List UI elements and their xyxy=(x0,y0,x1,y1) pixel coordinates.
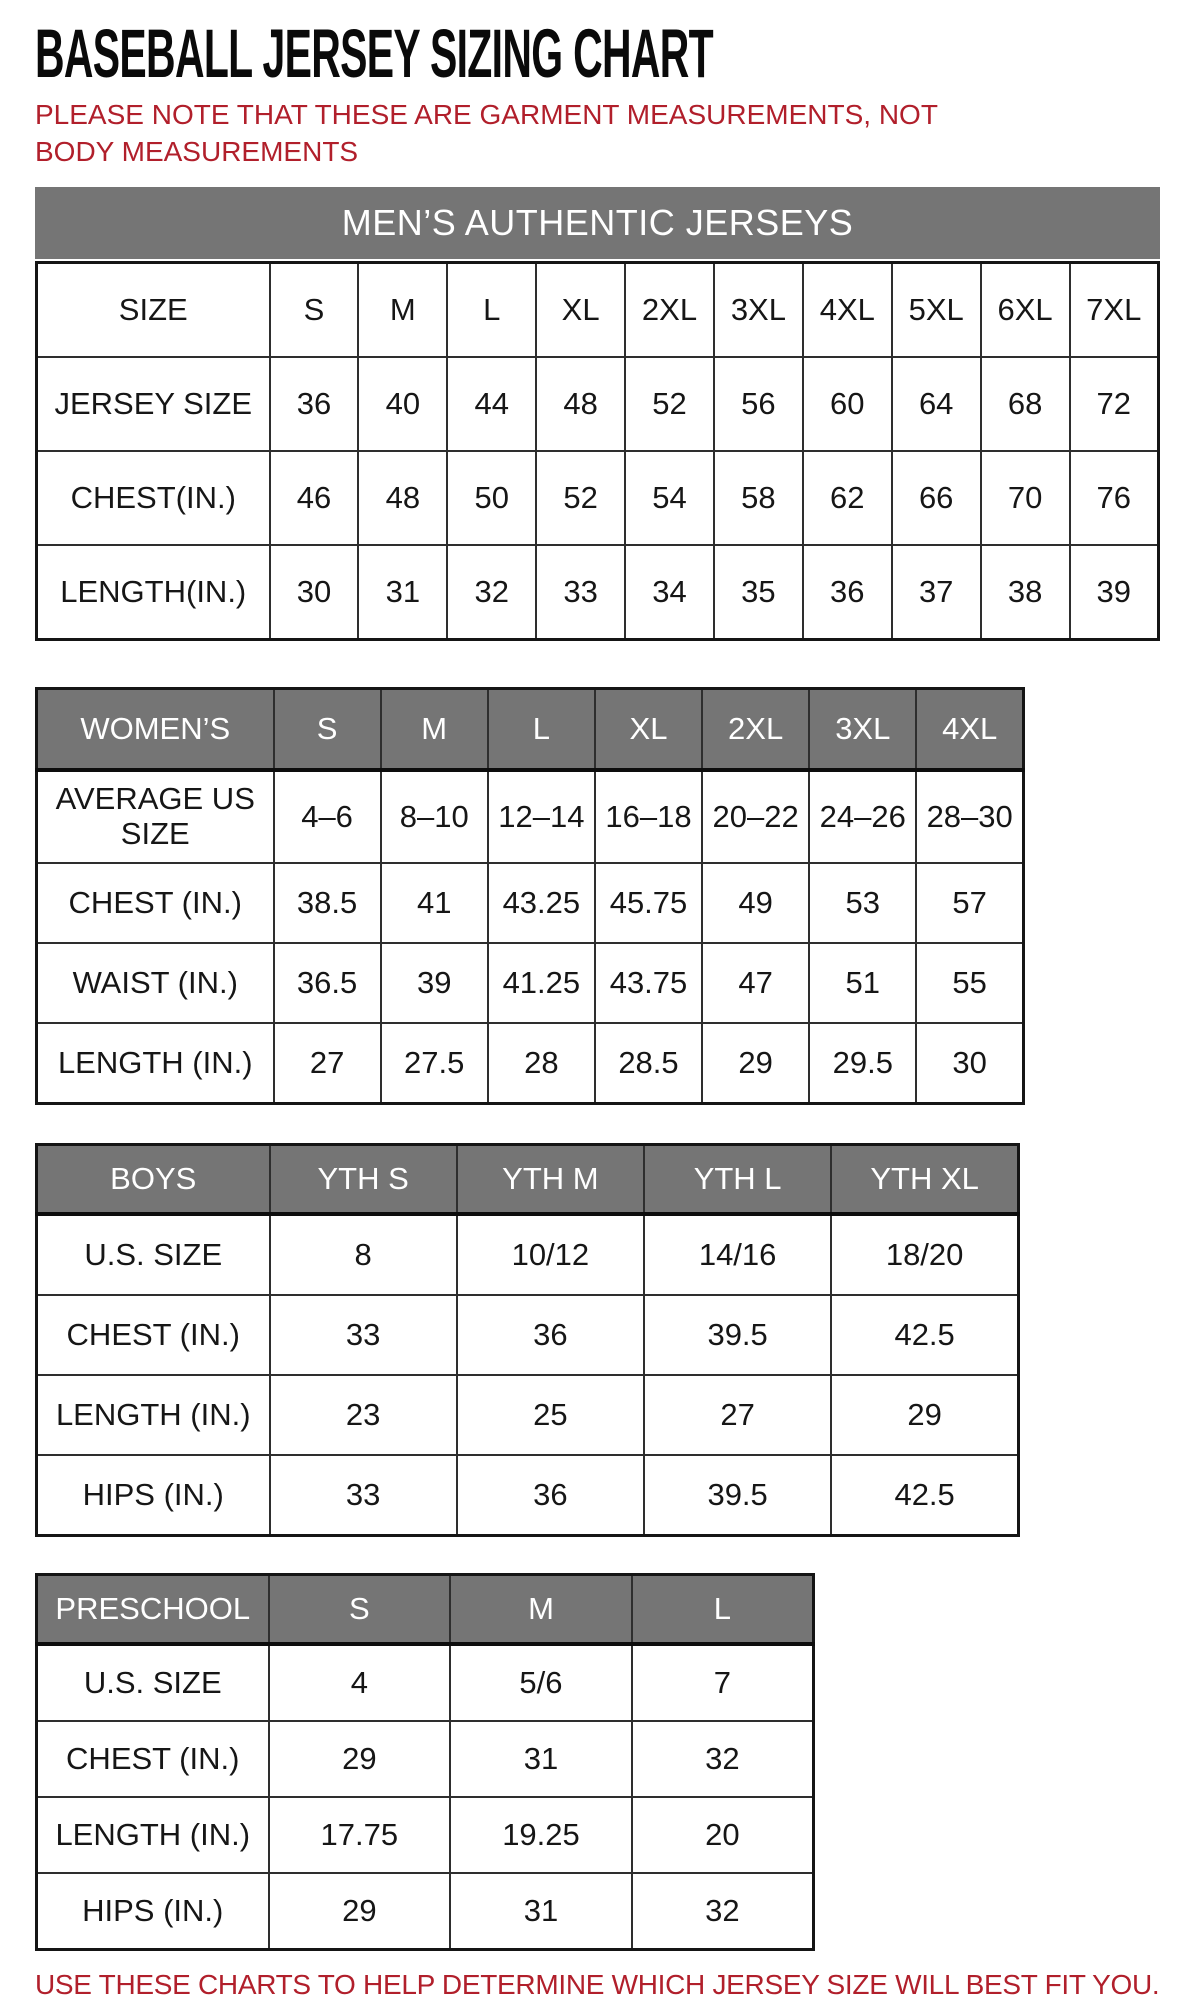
value-cell: 32 xyxy=(447,545,536,640)
boys-sizing-table xyxy=(35,1143,1020,1537)
value-cell: 48 xyxy=(536,357,625,451)
col-header: S xyxy=(274,689,381,771)
col-header: L xyxy=(488,689,595,771)
col-header: YTH L xyxy=(644,1145,831,1215)
value-cell: 24–26 xyxy=(809,770,916,863)
value-cell: 33 xyxy=(270,1455,457,1536)
value-cell: 28.5 xyxy=(595,1023,702,1104)
row-label-cell: AVERAGE US SIZE xyxy=(37,770,274,863)
col-header: YTH XL xyxy=(831,1145,1018,1215)
table-title-cell: WOMEN’S xyxy=(37,689,274,771)
value-cell: 20–22 xyxy=(702,770,809,863)
value-cell: 36 xyxy=(803,545,892,640)
value-cell: 33 xyxy=(536,545,625,640)
row-label-cell: CHEST (IN.) xyxy=(37,1295,270,1375)
value-cell: 7XL xyxy=(1070,263,1159,358)
col-header: 2XL xyxy=(702,689,809,771)
value-cell: 31 xyxy=(450,1873,632,1950)
value-cell: 43.25 xyxy=(488,863,595,943)
value-cell: M xyxy=(358,263,447,358)
value-cell: 39.5 xyxy=(644,1455,831,1536)
value-cell: 49 xyxy=(702,863,809,943)
value-cell: 17.75 xyxy=(269,1797,451,1873)
value-cell: 29 xyxy=(702,1023,809,1104)
value-cell: 43.75 xyxy=(595,943,702,1023)
value-cell: 36.5 xyxy=(274,943,381,1023)
col-header: M xyxy=(450,1575,632,1645)
preschool-sizing-table xyxy=(35,1573,815,1951)
value-cell: S xyxy=(270,263,359,358)
value-cell: 58 xyxy=(714,451,803,545)
value-cell: 14/16 xyxy=(644,1214,831,1295)
value-cell: 4–6 xyxy=(274,770,381,863)
value-cell: 30 xyxy=(270,545,359,640)
row-label-cell: U.S. SIZE xyxy=(37,1644,269,1721)
value-cell: 57 xyxy=(916,863,1023,943)
value-cell: 60 xyxy=(803,357,892,451)
value-cell: 52 xyxy=(625,357,714,451)
footer-note: USE THESE CHARTS TO HELP DETERMINE WHICH JERSEY SIZE WILL BEST FIT YOU. xyxy=(35,1969,1160,2000)
value-cell: 45.75 xyxy=(595,863,702,943)
row-label-cell: U.S. SIZE xyxy=(37,1214,270,1295)
value-cell: 28–30 xyxy=(916,770,1023,863)
value-cell: XL xyxy=(536,263,625,358)
value-cell: 4 xyxy=(269,1644,451,1721)
table-title-cell: BOYS xyxy=(37,1145,270,1215)
value-cell: 47 xyxy=(702,943,809,1023)
value-cell: 39.5 xyxy=(644,1295,831,1375)
value-cell: 4XL xyxy=(803,263,892,358)
value-cell: 31 xyxy=(450,1721,632,1797)
value-cell: 3XL xyxy=(714,263,803,358)
value-cell: 23 xyxy=(270,1375,457,1455)
value-cell: 29.5 xyxy=(809,1023,916,1104)
value-cell: 42.5 xyxy=(831,1455,1018,1536)
col-header: YTH M xyxy=(457,1145,644,1215)
value-cell: 62 xyxy=(803,451,892,545)
mens-table-banner: MEN’S AUTHENTIC JERSEYS xyxy=(35,187,1160,259)
value-cell: 28 xyxy=(488,1023,595,1104)
value-cell: 51 xyxy=(809,943,916,1023)
row-label-cell: LENGTH (IN.) xyxy=(37,1797,269,1873)
value-cell: 68 xyxy=(981,357,1070,451)
row-label-cell: CHEST (IN.) xyxy=(37,863,274,943)
value-cell: 36 xyxy=(457,1295,644,1375)
row-label-cell: JERSEY SIZE xyxy=(37,357,270,451)
col-header: L xyxy=(632,1575,814,1645)
table-title-cell: PRESCHOOL xyxy=(37,1575,269,1645)
value-cell: 20 xyxy=(632,1797,814,1873)
row-label-cell: LENGTH (IN.) xyxy=(37,1023,274,1104)
value-cell: 39 xyxy=(381,943,488,1023)
value-cell: 72 xyxy=(1070,357,1159,451)
value-cell: 29 xyxy=(269,1873,451,1950)
value-cell: 44 xyxy=(447,357,536,451)
value-cell: 8 xyxy=(270,1214,457,1295)
value-cell: 33 xyxy=(270,1295,457,1375)
value-cell: 2XL xyxy=(625,263,714,358)
col-header: S xyxy=(269,1575,451,1645)
col-header: XL xyxy=(595,689,702,771)
value-cell: 16–18 xyxy=(595,770,702,863)
value-cell: 31 xyxy=(358,545,447,640)
value-cell: 25 xyxy=(457,1375,644,1455)
row-label-cell: LENGTH(IN.) xyxy=(37,545,270,640)
value-cell: 29 xyxy=(831,1375,1018,1455)
mens-table-section xyxy=(35,187,1165,641)
value-cell: 41.25 xyxy=(488,943,595,1023)
value-cell: 53 xyxy=(809,863,916,943)
value-cell: 29 xyxy=(269,1721,451,1797)
value-cell: 50 xyxy=(447,451,536,545)
value-cell: 18/20 xyxy=(831,1214,1018,1295)
value-cell: 8–10 xyxy=(381,770,488,863)
value-cell: 64 xyxy=(892,357,981,451)
value-cell: 27 xyxy=(644,1375,831,1455)
value-cell: 66 xyxy=(892,451,981,545)
row-label-cell: HIPS (IN.) xyxy=(37,1455,270,1536)
value-cell: 27.5 xyxy=(381,1023,488,1104)
row-label-cell: SIZE xyxy=(37,263,270,358)
value-cell: 32 xyxy=(632,1721,814,1797)
value-cell: 54 xyxy=(625,451,714,545)
value-cell: 56 xyxy=(714,357,803,451)
value-cell: 27 xyxy=(274,1023,381,1104)
value-cell: 5/6 xyxy=(450,1644,632,1721)
value-cell: 38 xyxy=(981,545,1070,640)
row-label-cell: LENGTH (IN.) xyxy=(37,1375,270,1455)
col-header: YTH S xyxy=(270,1145,457,1215)
value-cell: 41 xyxy=(381,863,488,943)
value-cell: 36 xyxy=(270,357,359,451)
row-label-cell: CHEST (IN.) xyxy=(37,1721,269,1797)
womens-sizing-table xyxy=(35,687,1025,1105)
value-cell: 10/12 xyxy=(457,1214,644,1295)
value-cell: 46 xyxy=(270,451,359,545)
page-title: BASEBALL JERSEY SIZING CHART xyxy=(35,16,714,93)
value-cell: 48 xyxy=(358,451,447,545)
value-cell: 37 xyxy=(892,545,981,640)
value-cell: 55 xyxy=(916,943,1023,1023)
row-label-cell: CHEST(IN.) xyxy=(37,451,270,545)
value-cell: 19.25 xyxy=(450,1797,632,1873)
value-cell: 42.5 xyxy=(831,1295,1018,1375)
col-header: 4XL xyxy=(916,689,1023,771)
row-label-cell: WAIST (IN.) xyxy=(37,943,274,1023)
col-header: M xyxy=(381,689,488,771)
value-cell: 38.5 xyxy=(274,863,381,943)
value-cell: 12–14 xyxy=(488,770,595,863)
value-cell: 70 xyxy=(981,451,1070,545)
value-cell: 52 xyxy=(536,451,625,545)
value-cell: L xyxy=(447,263,536,358)
row-label-cell: HIPS (IN.) xyxy=(37,1873,269,1950)
value-cell: 6XL xyxy=(981,263,1070,358)
value-cell: 39 xyxy=(1070,545,1159,640)
value-cell: 76 xyxy=(1070,451,1159,545)
value-cell: 5XL xyxy=(892,263,981,358)
value-cell: 40 xyxy=(358,357,447,451)
value-cell: 32 xyxy=(632,1873,814,1950)
mens-sizing-table xyxy=(35,261,1160,641)
value-cell: 30 xyxy=(916,1023,1023,1104)
col-header: 3XL xyxy=(809,689,916,771)
value-cell: 36 xyxy=(457,1455,644,1536)
value-cell: 34 xyxy=(625,545,714,640)
value-cell: 35 xyxy=(714,545,803,640)
value-cell: 7 xyxy=(632,1644,814,1721)
garment-measurement-note: PLEASE NOTE THAT THESE ARE GARMENT MEASUREMENTS, NOT BODY MEASUREMENTS xyxy=(35,99,938,168)
